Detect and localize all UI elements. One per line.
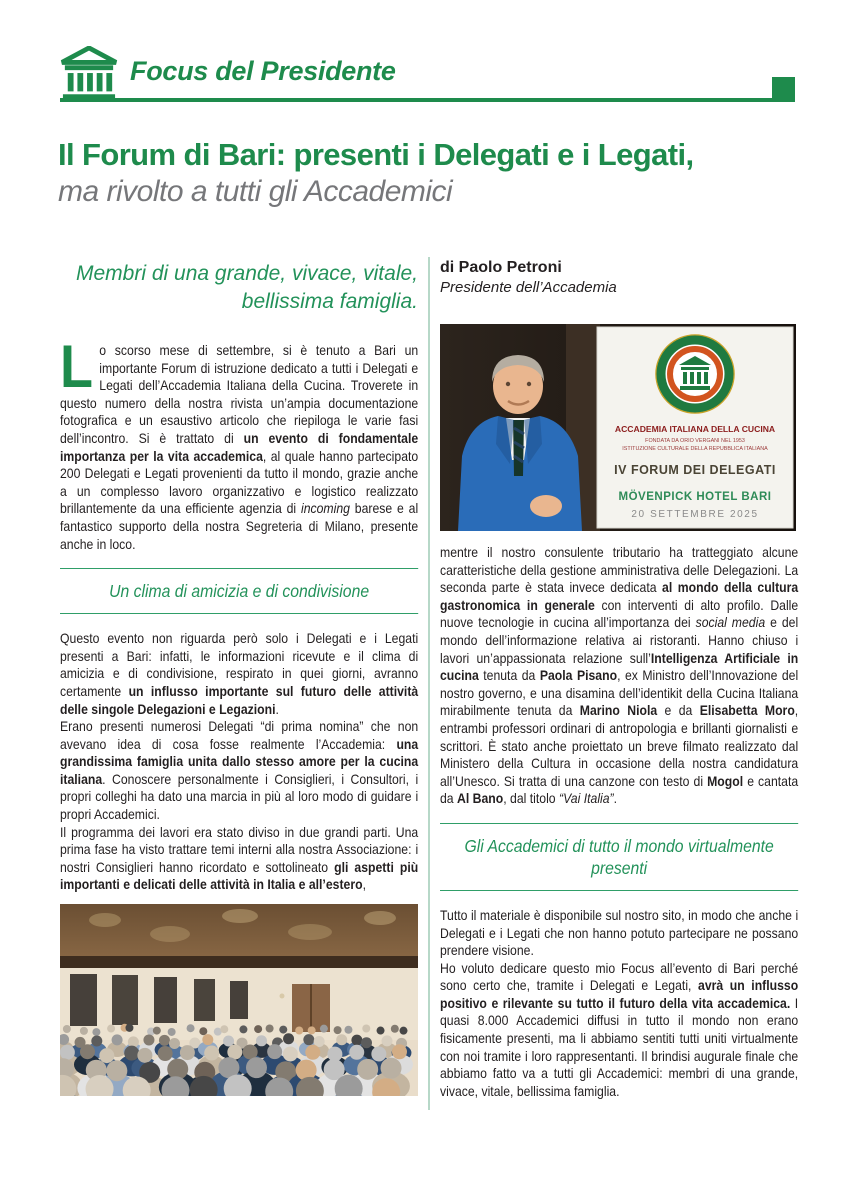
right-text-block: [440, 544, 798, 1100]
lede-line-2: bellissima famiglia.: [241, 290, 418, 313]
paragraph-7: Ho voluto dedicare questo mio Focus all’evento di Bari perché sono certo che, tramite i Delegati e Legati, avrà un influsso positivo e rilevante su tutto il futuro della vita accademica. I quasi 8.000 Accademici diffusi in tutto il mondo non erano fisicamente presenti, ma li abbiamo sentiti tutti uniti virtualmente con noi tramite i loro rappresentanti. Il brindisi augurale finale che abbiamo fatto va a tutti gli Accademici: membri di una grande, vivace, vitale, bellissima famiglia.: [440, 960, 799, 1099]
dropcap: L: [60, 333, 93, 400]
title-line-2: ma rivolto a tutti gli Accademici: [58, 174, 453, 208]
banner-date: 20 SETTEMBRE 2025: [631, 509, 759, 520]
article-title: [58, 136, 808, 210]
temple-icon: [60, 46, 118, 102]
section-heading-1: Un clima di amicizia e di condivisione: [60, 568, 418, 614]
right-column: [440, 257, 799, 1100]
audience-photo: [60, 904, 418, 1096]
banner-event: IV FORUM DEI DELEGATI: [614, 463, 776, 477]
banner-venue: MÖVENPICK HOTEL BARI: [618, 491, 772, 503]
section-label: Focus del Presidente: [130, 56, 396, 86]
banner-founded: FONDATA DA ORIO VERGANI NEL 1953: [645, 438, 745, 444]
paragraph-5: mentre il nostro consulente tributario ha tratteggiato alcune caratteristiche della gestione amministrativa delle Delegazioni. La seconda parte è stata invece dedicata al mondo della cultura gastronomica in generale con interventi di alto profilo. Dalle nuove tecnologie in cucina all’importanza dei social media e del mondo dell’informazione relativa ai ristoranti. Hanno chiuso i lavori un’appassionata relazione sull’Intelligenza Artificiale in cucina tenuta da Paola Pisano, ex Ministro dell’Innovazione del nostro governo, e una disamina dell’identikit della Cucina Italiana mirabilmente tenuta da Marino Niola e da Elisabetta Moro, entrambi professori ordinari di antropologia e brillanti giornalisti e scrittori. È stato anche proiettato un breve filmato realizzato dal Ministero della Cultura in occasione della nostra candidatura all’Unesco. Si tratta di una canzone con testo di Mogol e cantata da Al Bano, dal titolo “Vai Italia”.: [440, 545, 799, 807]
header-rule: [60, 98, 775, 102]
paragraph-6: Tutto il materiale è disponibile sul nostro sito, in modo che anche i Delegati e i Legati che non hanno potuto partecipare ne possano prendere visione.: [440, 907, 799, 959]
lede-line-1: Membri di una grande, vivace, vitale,: [76, 262, 418, 285]
banner-org: ACCADEMIA ITALIANA DELLA CUCINA: [614, 424, 776, 434]
paragraph-2: Questo evento non riguarda però solo i Delegati e i Legati presenti a Bari: infatti, le informazioni ricevute e il clima di amicizia e di condivisione, respirato in quei giorni, avranno certamente un influsso importante sul futuro delle attività delle singole Delegazioni e Legazioni.: [60, 631, 419, 717]
left-column: [60, 258, 418, 1096]
section-heading-2: Gli Accademici di tutto il mondo virtualmente presenti: [440, 823, 798, 891]
byline-role: Presidente dell’Accademia: [440, 279, 617, 296]
column-divider: [428, 257, 430, 1110]
paragraph-4: Il programma dei lavori era stato diviso in due grandi parti. Una prima fase ha visto trattare temi interni alla nostra Associazione: i nostri Consiglieri hanno ricordato e sottolineato gli aspetti più importanti e delicati delle attività in Italia e all’estero,: [60, 824, 419, 893]
title-line-1: Il Forum di Bari: presenti i Delegati e i Legati,: [58, 137, 694, 172]
lede: [60, 260, 418, 316]
left-text-block: [60, 333, 419, 894]
header-end-square: [772, 77, 795, 102]
paragraph-1: Lo scorso mese di settembre, si è tenuto a Bari un importante Forum di istruzione dedicato a tutti i Delegati e Legati dell’Accademia Italiana della Cucina. Troverete in questo numero della nostra rivista un’ampia documentazione fotografica e un esaustivo articolo che riepiloga le varie fasi dell’incontro. Si è trattato di un evento di fondamentale importanza per la vita accademica, al quale hanno partecipato 200 Delegati e Legati provenienti da tutto il mondo, grazie anche a un complesso lavoro organizzativo e logistico realizzato brillantemente da una efficiente agenzia di incoming barese e al fantastico supporto della nostra Segreteria di Milano, presente anche in loco.: [60, 333, 419, 552]
paragraph-3: Erano presenti numerosi Delegati “di prima nomina” che non avevano idea di cosa fosse realmente l’Accademia: una grandissima famiglia unita dallo stesso amore per la cucina italiana. Conoscere personalmente i Consiglieri, i Consultori, i propri colleghi ha dato una marcia in più al loro modo di guidare i propri Accademici.: [60, 719, 419, 823]
byline-author: di Paolo Petroni: [440, 259, 562, 276]
banner-institution: ISTITUZIONE CULTURALE DELLA REPUBBLICA ITALIANA: [622, 446, 768, 452]
president-photo: [440, 324, 796, 531]
